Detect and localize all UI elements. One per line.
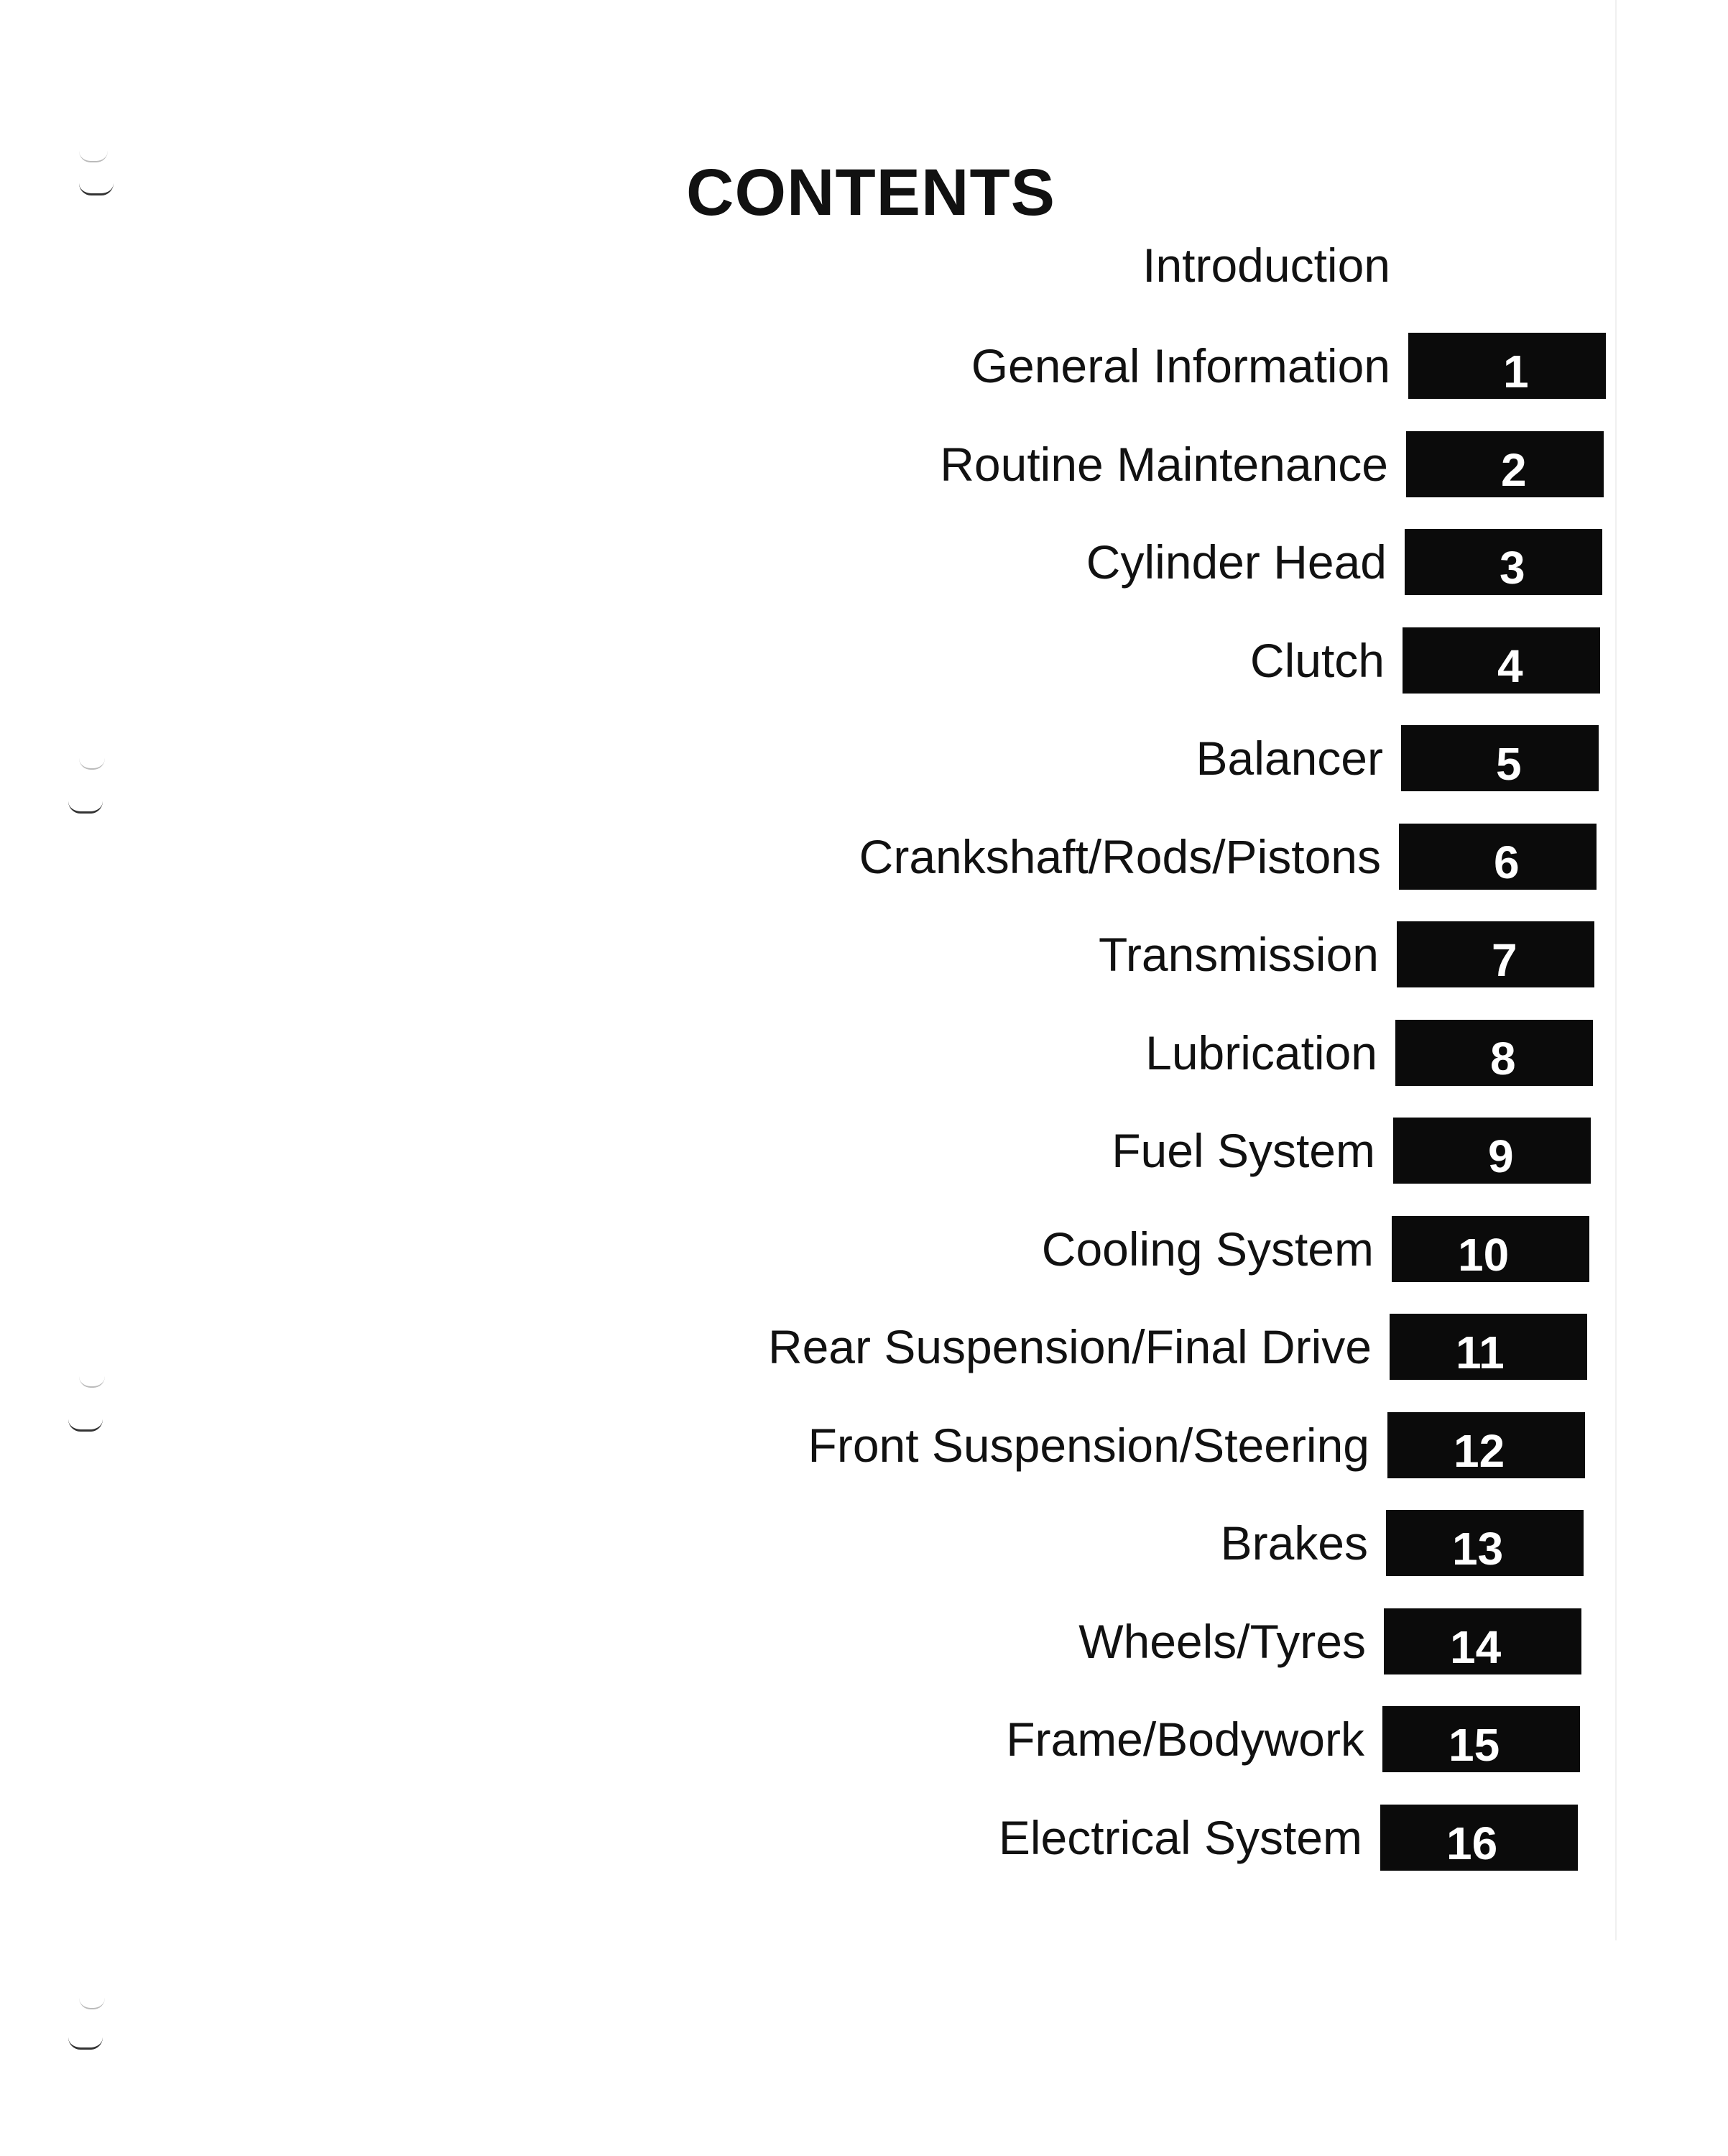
section-number: 11 [1456, 1327, 1505, 1378]
toc-introduction[interactable] [0, 232, 1624, 298]
toc-entry[interactable] [0, 1805, 1596, 1871]
toc-entry[interactable] [0, 921, 1612, 987]
section-number: 1 [1503, 346, 1529, 397]
toc-entry[interactable] [0, 1608, 1599, 1674]
section-tab[interactable] [1386, 1510, 1584, 1576]
section-tab[interactable] [1408, 333, 1606, 399]
section-number: 4 [1497, 640, 1523, 692]
toc-entry-label: Cylinder Head [1086, 535, 1387, 589]
toc-entry[interactable] [0, 725, 1617, 791]
section-number: 10 [1458, 1229, 1510, 1281]
section-tab[interactable] [1392, 1216, 1589, 1282]
toc-entry-label: Clutch [1249, 634, 1385, 687]
toc-entry-label: Fuel System [1112, 1124, 1375, 1177]
toc-entry-label: Electrical System [998, 1811, 1362, 1864]
toc-entry-label: Balancer [1196, 732, 1383, 785]
toc-entry-label: Crankshaft/Rods/Pistons [859, 830, 1381, 883]
toc-entry[interactable] [0, 1118, 1609, 1184]
binder-hole-mark [79, 151, 108, 162]
toc-entry[interactable] [0, 1020, 1611, 1086]
toc-entry-label: Frame/Bodywork [1006, 1713, 1364, 1766]
toc-entry[interactable] [0, 1706, 1598, 1772]
toc-introduction-label: Introduction [1142, 239, 1390, 292]
toc-entry-label: Front Suspension/Steering [808, 1419, 1369, 1472]
toc-entry-label: Routine Maintenance [940, 438, 1388, 491]
section-number: 9 [1488, 1130, 1514, 1182]
page-title: CONTENTS [686, 156, 1055, 229]
toc-entry-label: General Information [971, 339, 1390, 392]
section-tab[interactable] [1405, 529, 1602, 595]
toc-entry[interactable] [0, 431, 1622, 497]
binder-hole-mark [79, 1998, 105, 2009]
binder-hole-mark [68, 2037, 103, 2050]
toc-entry[interactable] [0, 529, 1620, 595]
binder-hole-mark [68, 801, 103, 814]
section-tab[interactable] [1384, 1608, 1581, 1674]
section-tab[interactable] [1406, 431, 1604, 497]
section-number: 8 [1490, 1033, 1516, 1084]
section-tab[interactable] [1401, 725, 1599, 791]
section-number: 12 [1454, 1425, 1505, 1477]
section-number: 14 [1450, 1621, 1502, 1673]
toc-entry-label: Wheels/Tyres [1078, 1615, 1366, 1668]
section-number: 7 [1492, 934, 1517, 986]
section-tab[interactable] [1395, 1020, 1593, 1086]
section-number: 16 [1446, 1818, 1498, 1869]
section-tab[interactable] [1387, 1412, 1585, 1478]
toc-entry-label: Transmission [1099, 928, 1379, 981]
toc-entry[interactable] [0, 627, 1618, 694]
toc-entry[interactable] [0, 1216, 1607, 1282]
section-tab[interactable] [1382, 1706, 1580, 1772]
toc-entry-label: Lubrication [1145, 1026, 1377, 1079]
binder-hole-mark [79, 183, 114, 195]
toc-entry[interactable] [0, 1314, 1605, 1380]
section-tab[interactable] [1393, 1118, 1591, 1184]
toc-entry[interactable] [0, 333, 1624, 399]
toc-entry-label: Rear Suspension/Final Drive [767, 1320, 1372, 1373]
section-tab[interactable] [1390, 1314, 1587, 1380]
section-tab[interactable] [1397, 921, 1594, 987]
section-number: 15 [1449, 1719, 1500, 1771]
section-tab[interactable] [1399, 824, 1597, 890]
section-number: 13 [1452, 1523, 1504, 1575]
section-number: 5 [1496, 738, 1522, 790]
toc-entry-label: Cooling System [1041, 1222, 1374, 1276]
section-number: 2 [1501, 444, 1527, 496]
toc-entry-label: Brakes [1220, 1516, 1368, 1570]
toc-entry[interactable] [0, 1510, 1602, 1576]
section-number: 3 [1500, 542, 1525, 594]
section-number: 6 [1494, 837, 1520, 888]
section-tab[interactable] [1403, 627, 1600, 694]
toc-entry[interactable] [0, 824, 1614, 890]
toc-entry[interactable] [0, 1412, 1603, 1478]
section-tab[interactable] [1380, 1805, 1578, 1871]
